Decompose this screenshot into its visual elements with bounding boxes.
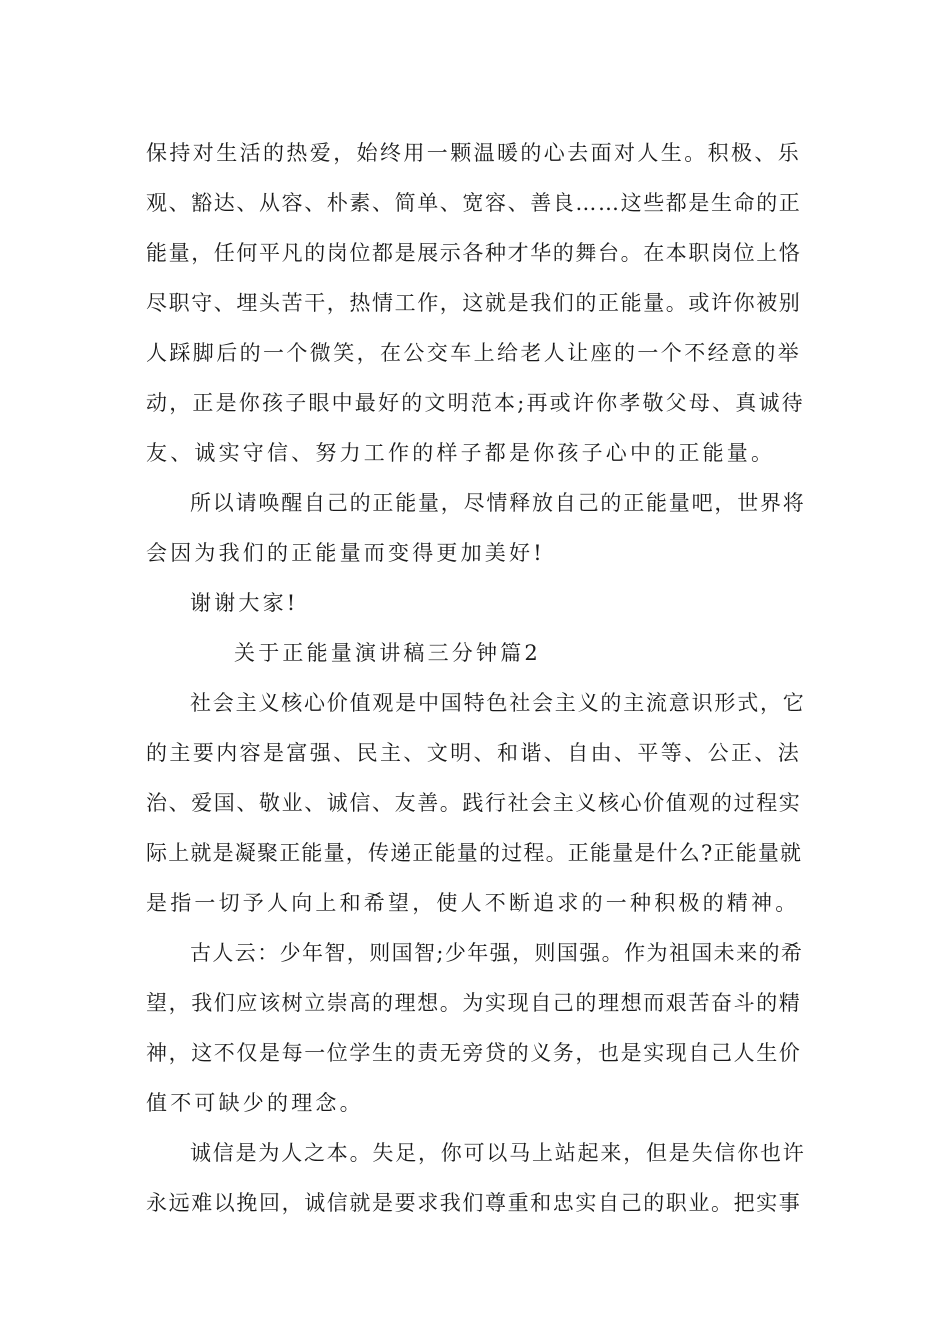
- text-line: 是指一切予人向上和希望，使人不断追求的一种积极的精神。: [146, 891, 800, 915]
- text-line: 的主要内容是富强、民主、文明、和谐、自由、平等、公正、法: [146, 741, 802, 765]
- paragraph-start-line: 古人云：少年智，则国智;少年强，则国强。作为祖国未来的希: [190, 941, 804, 965]
- text-line: 人踩脚后的一个微笑，在公交车上给老人让座的一个不经意的举: [146, 341, 802, 365]
- text-line: 望，我们应该树立崇高的理想。为实现自己的理想而艰苦奋斗的精: [146, 991, 802, 1015]
- text-line: 动，正是你孩子眼中最好的文明范本;再或许你孝敬父母、真诚待: [146, 391, 805, 415]
- text-line: 永远难以挽回，诚信就是要求我们尊重和忠实自己的职业。把实事: [146, 1191, 802, 1215]
- paragraph-start-line: 诚信是为人之本。失足，你可以马上站起来，但是失信你也许: [190, 1141, 806, 1165]
- text-line: 观、豁达、从容、朴素、简单、宽容、善良……这些都是生命的正: [146, 191, 802, 215]
- text-line: 尽职守、埋头苦干，热情工作，这就是我们的正能量。或许你被别: [146, 291, 802, 315]
- section-heading: 关于正能量演讲稿三分钟篇2: [234, 641, 541, 665]
- text-line: 能量，任何平凡的岗位都是展示各种才华的舞台。在本职岗位上恪: [146, 241, 802, 265]
- text-line: 值不可缺少的理念。: [146, 1091, 364, 1115]
- text-line: 保持对生活的热爱，始终用一颗温暖的心去面对人生。积极、乐: [146, 141, 802, 165]
- paragraph-start-line: 所以请唤醒自己的正能量，尽情释放自己的正能量吧，世界将: [190, 491, 806, 515]
- text-line: 际上就是凝聚正能量，传递正能量的过程。正能量是什么?正能量就: [146, 841, 803, 865]
- text-line: 治、爱国、敬业、诚信、友善。践行社会主义核心价值观的过程实: [146, 791, 802, 815]
- paragraph-start-line: 社会主义核心价值观是中国特色社会主义的主流意识形式，它: [190, 691, 806, 715]
- document-body: [146, 128, 806, 1228]
- text-line: 友、诚实守信、努力工作的样子都是你孩子心中的正能量。: [146, 441, 776, 465]
- text-line: 会因为我们的正能量而变得更加美好!: [146, 541, 545, 565]
- text-line: 神，这不仅是每一位学生的责无旁贷的义务，也是实现自己人生价: [146, 1041, 802, 1065]
- paragraph-start-line: 谢谢大家!: [190, 591, 299, 615]
